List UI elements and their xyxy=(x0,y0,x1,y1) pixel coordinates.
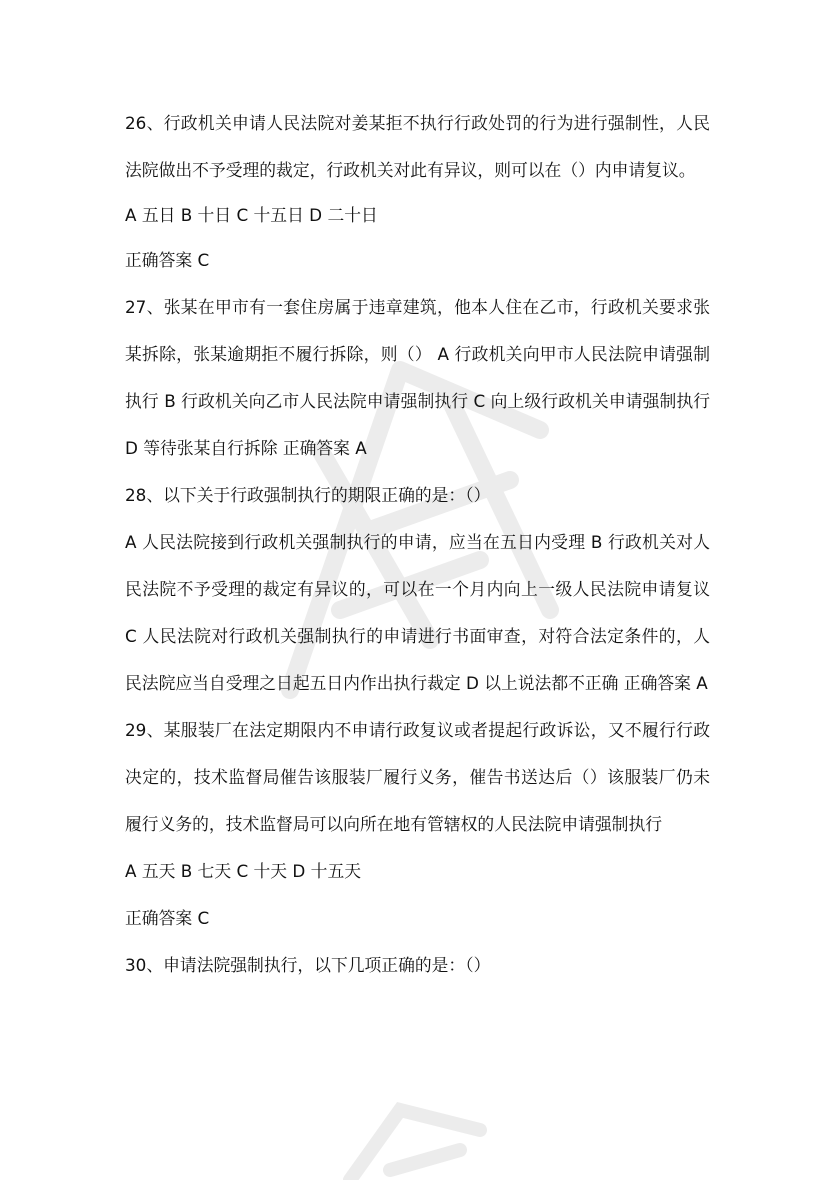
question-29-options: A 五天 B 七天 C 十天 D 十五天 xyxy=(125,861,362,881)
question-27-text: 27、张某在甲市有一套住房属于违章建筑，他本人住在乙市，行政机关要求张某拆除，张某逾期拒不履行拆除，则（） A 行政机关向甲市人民法院申请强制执行 B 行政机关向乙市人民法院申请强制执行 C 向上级行政机关申请强制执行 D 等待张某自行拆除 正确答案 A xyxy=(125,297,710,458)
question-28-options: A 人民法院接到行政机关强制执行的申请，应当在五日内受理 B 行政机关对人民法院不予受理的裁定有异议的，可以在一个月内向上一级人民法院申请复议 C 人民法院对行政机关强制执行的申请进行书面审查，对符合法定条件的，人民法院应当自受理之日起五日内作出执行裁定 D 以上说法都不正确 正确答案 A xyxy=(125,532,710,693)
question-26-answer: 正确答案 C xyxy=(125,250,210,270)
question-29-answer: 正确答案 C xyxy=(125,908,210,928)
question-29-stem: 29、某服装厂在法定期限内不申请行政复议或者提起行政诉讼，又不履行行政决定的，技术监督局催告该服装厂履行义务，催告书送达后（）该服装厂仍未履行义务的，技术监督局可以向所在地有管辖权的人民法院申请强制执行 xyxy=(125,720,710,834)
question-26-options: A 五日 B 十日 C 十五日 D 二十日 xyxy=(125,205,378,225)
question-26-stem: 26、行政机关申请人民法院对姜某拒不执行行政处罚的行为进行强制性，人民法院做出不予受理的裁定，行政机关对此有异议，则可以在（）内申请复议。 xyxy=(125,113,710,180)
question-30-stem: 30、申请法院强制执行，以下几项正确的是：（） xyxy=(125,955,491,975)
question-document xyxy=(125,100,710,989)
question-28-stem: 28、以下关于行政强制执行的期限正确的是：（） xyxy=(125,485,491,505)
watermark-fragment xyxy=(330,1090,510,1180)
